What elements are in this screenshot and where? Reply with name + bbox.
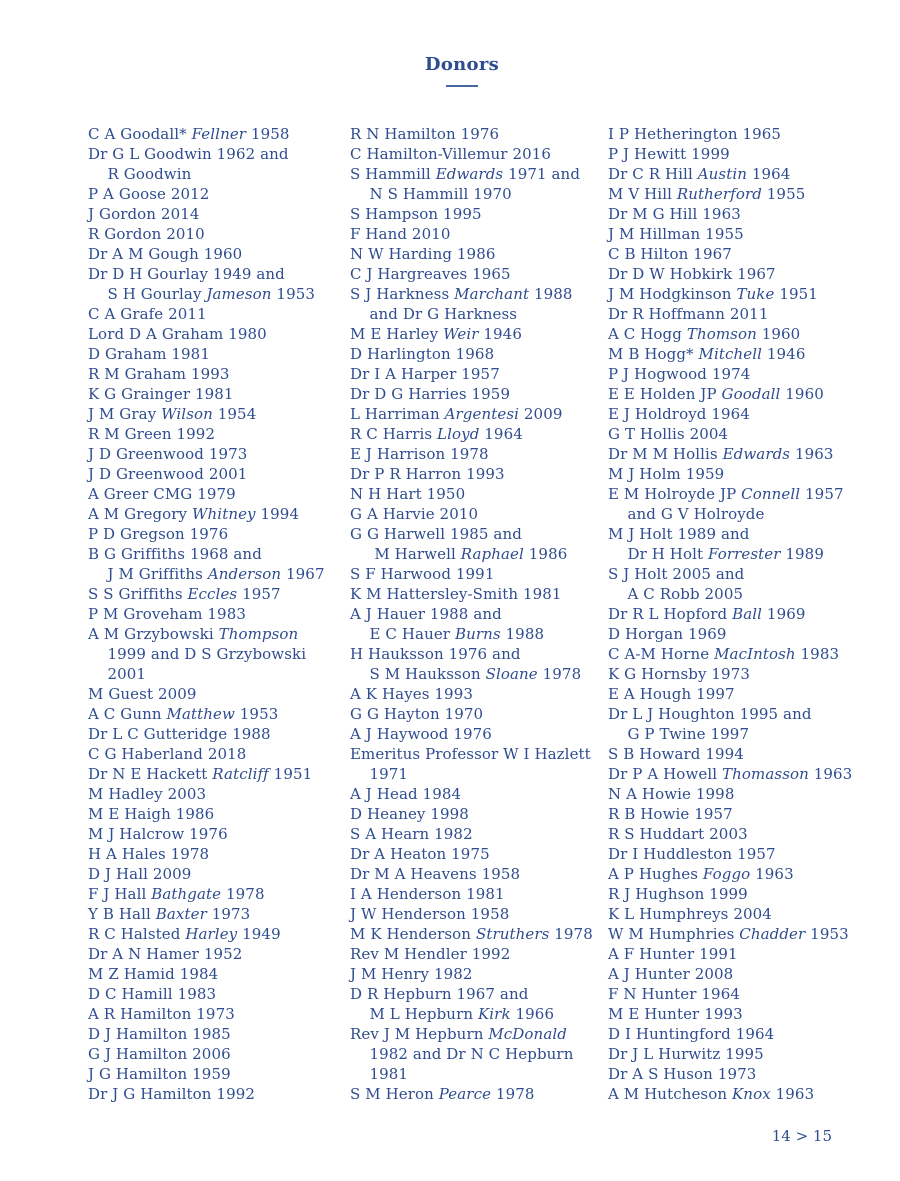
donor-columns [88, 124, 860, 1104]
donor-entry: F J Hall Bathgate 1978 [88, 885, 265, 903]
donor-entry: D J Hall 2009 [88, 865, 192, 883]
donor-entry: G A Harvie 2010 [350, 505, 479, 523]
donor-entry: D R Hepburn 1967 and [350, 985, 529, 1003]
donor-entry: Dr I A Harper 1957 [350, 365, 500, 383]
donor-entry: Rev M Hendler 1992 [350, 945, 511, 963]
donor-entry: Dr A S Huson 1973 [608, 1065, 757, 1083]
donor-column-1 [88, 124, 350, 1104]
donor-entry: Dr D W Hobkirk 1967 [608, 265, 776, 283]
donor-entry: M V Hill Rutherford 1955 [608, 185, 806, 203]
donor-entry: K L Humphreys 2004 [608, 905, 772, 923]
donor-entry: S Hampson 1995 [350, 205, 482, 223]
donor-entry: Dr A Heaton 1975 [350, 845, 490, 863]
donor-entry: K M Hattersley-Smith 1981 [350, 585, 562, 603]
donor-entry: Dr M A Heavens 1958 [350, 865, 521, 883]
donor-column-3 [608, 124, 860, 1104]
donor-entry: C Hamilton-Villemur 2016 [350, 145, 552, 163]
donor-entry: Dr P R Harron 1993 [350, 465, 505, 483]
donor-entry: A C Robb 2005 [608, 585, 744, 603]
donor-entry: D Horgan 1969 [608, 625, 727, 643]
donor-entry: Dr D H Gourlay 1949 and [88, 265, 285, 283]
donor-entry: A R Hamilton 1973 [88, 1005, 235, 1023]
donor-entry: Lord D A Graham 1980 [88, 325, 267, 343]
donor-entry: 1982 and Dr N C Hepburn [350, 1045, 574, 1063]
donor-entry: Dr L J Houghton 1995 and [608, 705, 812, 723]
donor-entry: 1999 and D S Grzybowski [88, 645, 307, 663]
donor-entry: S J Harkness Marchant 1988 [350, 285, 573, 303]
donor-entry: P D Gregson 1976 [88, 525, 229, 543]
donor-entry: Rev J M Hepburn McDonald [350, 1025, 567, 1043]
donor-entry: E C Hauer Burns 1988 [350, 625, 545, 643]
donor-entry: B G Griffiths 1968 and [88, 545, 262, 563]
donor-entry: I A Henderson 1981 [350, 885, 505, 903]
donor-entry: D I Huntingford 1964 [608, 1025, 775, 1043]
donor-entry: P J Hogwood 1974 [608, 365, 751, 383]
donor-entry: Dr M G Hill 1963 [608, 205, 741, 223]
donor-entry: I P Hetherington 1965 [608, 125, 782, 143]
donor-entry: H A Hales 1978 [88, 845, 210, 863]
donor-entry: N H Hart 1950 [350, 485, 466, 503]
donor-entry: M Hadley 2003 [88, 785, 207, 803]
donor-entry: A P Hughes Foggo 1963 [608, 865, 794, 883]
donor-entry: A C Hogg Thomson 1960 [608, 325, 801, 343]
donor-entry: J G Hamilton 1959 [88, 1065, 231, 1083]
donor-entry: A J Head 1984 [350, 785, 462, 803]
donor-entry: Dr J L Hurwitz 1995 [608, 1045, 764, 1063]
donor-entry: and Dr G Harkness [350, 305, 518, 323]
donor-entry: R Gordon 2010 [88, 225, 205, 243]
donor-entry: G T Hollis 2004 [608, 425, 729, 443]
donor-entry: M L Hepburn Kirk 1966 [350, 1005, 555, 1023]
donor-entry: F Hand 2010 [350, 225, 451, 243]
donor-entry: Dr M M Hollis Edwards 1963 [608, 445, 834, 463]
donor-entry: M E Hunter 1993 [608, 1005, 743, 1023]
donor-entry: and G V Holroyde [608, 505, 765, 523]
donor-entry: P J Hewitt 1999 [608, 145, 730, 163]
donor-entry: Dr L C Gutteridge 1988 [88, 725, 271, 743]
page-number: 14 > 15 [771, 1127, 832, 1145]
donor-entry: C G Haberland 2018 [88, 745, 247, 763]
donor-entry: R S Huddart 2003 [608, 825, 748, 843]
donor-entry: J M Hillman 1955 [608, 225, 744, 243]
donor-entry: S A Hearn 1982 [350, 825, 473, 843]
donor-entry: M B Hogg* Mitchell 1946 [608, 345, 806, 363]
donor-entry: M J Holt 1989 and [608, 525, 750, 543]
title-rule-divider [446, 85, 478, 87]
donor-entry: D Heaney 1998 [350, 805, 469, 823]
donor-entry: 2001 [88, 665, 147, 683]
donor-entry: S M Hauksson Sloane 1978 [350, 665, 582, 683]
donor-entry: J Gordon 2014 [88, 205, 200, 223]
donor-entry: Dr A N Hamer 1952 [88, 945, 243, 963]
donor-entry: A M Hutcheson Knox 1963 [608, 1085, 815, 1103]
donor-entry: A Greer CMG 1979 [88, 485, 236, 503]
donor-entry: R B Howie 1957 [608, 805, 733, 823]
donor-entry: M E Harley Weir 1946 [350, 325, 522, 343]
donor-entry: C J Hargreaves 1965 [350, 265, 511, 283]
donor-entry: A C Gunn Matthew 1953 [88, 705, 279, 723]
donor-entry: Dr D G Harries 1959 [350, 385, 511, 403]
donor-entry: C B Hilton 1967 [608, 245, 732, 263]
donor-entry: A M Grzybowski Thompson [88, 625, 299, 643]
donor-entry: N S Hammill 1970 [350, 185, 512, 203]
donor-entry: J D Greenwood 1973 [88, 445, 248, 463]
donor-entry: C A Goodall* Fellner 1958 [88, 125, 290, 143]
donor-entry: S S Griffiths Eccles 1957 [88, 585, 281, 603]
page-header [88, 54, 836, 87]
donor-entry: A F Hunter 1991 [608, 945, 738, 963]
donor-entry: N W Harding 1986 [350, 245, 496, 263]
donor-entry: 1981 [350, 1065, 409, 1083]
donor-entry: Dr H Holt Forrester 1989 [608, 545, 824, 563]
donor-entry: M K Henderson Struthers 1978 [350, 925, 593, 943]
donor-entry: M Z Hamid 1984 [88, 965, 219, 983]
donor-entry: S M Heron Pearce 1978 [350, 1085, 535, 1103]
donor-entry: J M Griffiths Anderson 1967 [88, 565, 325, 583]
donor-entry: J M Henry 1982 [350, 965, 473, 983]
donor-entry: J M Hodgkinson Tuke 1951 [608, 285, 818, 303]
donor-entry: R N Hamilton 1976 [350, 125, 500, 143]
donor-entry: M J Holm 1959 [608, 465, 725, 483]
donor-entry: K G Grainger 1981 [88, 385, 234, 403]
donor-entry: J W Henderson 1958 [350, 905, 510, 923]
donor-entry: K G Hornsby 1973 [608, 665, 750, 683]
donor-entry: A J Haywood 1976 [350, 725, 492, 743]
donor-entry: C A Grafe 2011 [88, 305, 207, 323]
donor-entry: G J Hamilton 2006 [88, 1045, 231, 1063]
donor-entry: A J Hauer 1988 and [350, 605, 502, 623]
donor-entry: A J Hunter 2008 [608, 965, 734, 983]
donor-entry: R C Halsted Harley 1949 [88, 925, 281, 943]
donor-entry: Y B Hall Baxter 1973 [88, 905, 251, 923]
donor-entry: L Harriman Argentesi 2009 [350, 405, 563, 423]
donor-entry: Dr I Huddleston 1957 [608, 845, 776, 863]
donor-entry: M Harwell Raphael 1986 [350, 545, 568, 563]
donor-entry: S Hammill Edwards 1971 and [350, 165, 581, 183]
donor-entry: D C Hamill 1983 [88, 985, 217, 1003]
donor-entry: S J Holt 2005 and [608, 565, 745, 583]
donor-entry: Dr C R Hill Austin 1964 [608, 165, 791, 183]
donor-entry: E A Hough 1997 [608, 685, 735, 703]
donor-entry: P A Goose 2012 [88, 185, 210, 203]
donor-entry: Dr R L Hopford Ball 1969 [608, 605, 806, 623]
donor-entry: Dr J G Hamilton 1992 [88, 1085, 255, 1103]
page-title: Donors [424, 54, 500, 75]
donor-entry: G G Harwell 1985 and [350, 525, 522, 543]
donor-entry: W M Humphries Chadder 1953 [608, 925, 849, 943]
donor-entry: R J Hughson 1999 [608, 885, 748, 903]
donor-entry: R C Harris Lloyd 1964 [350, 425, 523, 443]
donor-entry: R Goodwin [88, 165, 192, 183]
donor-entry: D J Hamilton 1985 [88, 1025, 231, 1043]
donor-column-2 [350, 124, 608, 1104]
donor-entry: D Graham 1981 [88, 345, 210, 363]
donor-entry: H Hauksson 1976 and [350, 645, 521, 663]
donor-entry: A M Gregory Whitney 1994 [88, 505, 300, 523]
donor-entry: Dr N E Hackett Ratcliff 1951 [88, 765, 313, 783]
donor-entry: E E Holden JP Goodall 1960 [608, 385, 824, 403]
donor-entry: S F Harwood 1991 [350, 565, 495, 583]
donor-entry: Emeritus Professor W I Hazlett [350, 745, 591, 763]
donor-entry: Dr A M Gough 1960 [88, 245, 243, 263]
donor-entry: Dr R Hoffmann 2011 [608, 305, 769, 323]
donor-entry: 1971 [350, 765, 409, 783]
donor-entry: Dr G L Goodwin 1962 and [88, 145, 289, 163]
donor-entry: E M Holroyde JP Connell 1957 [608, 485, 844, 503]
donor-entry: J D Greenwood 2001 [88, 465, 248, 483]
donor-entry: S H Gourlay Jameson 1953 [88, 285, 316, 303]
donor-entry: J M Gray Wilson 1954 [88, 405, 257, 423]
donor-entry: M Guest 2009 [88, 685, 197, 703]
donor-entry: Dr P A Howell Thomasson 1963 [608, 765, 853, 783]
donor-entry: F N Hunter 1964 [608, 985, 740, 1003]
donor-entry: M J Halcrow 1976 [88, 825, 228, 843]
donor-entry: P M Groveham 1983 [88, 605, 246, 623]
donor-entry: D Harlington 1968 [350, 345, 495, 363]
donor-entry: E J Holdroyd 1964 [608, 405, 750, 423]
donor-entry: R M Graham 1993 [88, 365, 230, 383]
donor-entry: S B Howard 1994 [608, 745, 744, 763]
donor-entry: R M Green 1992 [88, 425, 216, 443]
donor-entry: M E Haigh 1986 [88, 805, 215, 823]
donor-entry: G G Hayton 1970 [350, 705, 484, 723]
donor-entry: N A Howie 1998 [608, 785, 735, 803]
donor-entry: C A-M Horne MacIntosh 1983 [608, 645, 840, 663]
donor-entry: G P Twine 1997 [608, 725, 750, 743]
donor-entry: E J Harrison 1978 [350, 445, 489, 463]
donor-entry: A K Hayes 1993 [350, 685, 473, 703]
